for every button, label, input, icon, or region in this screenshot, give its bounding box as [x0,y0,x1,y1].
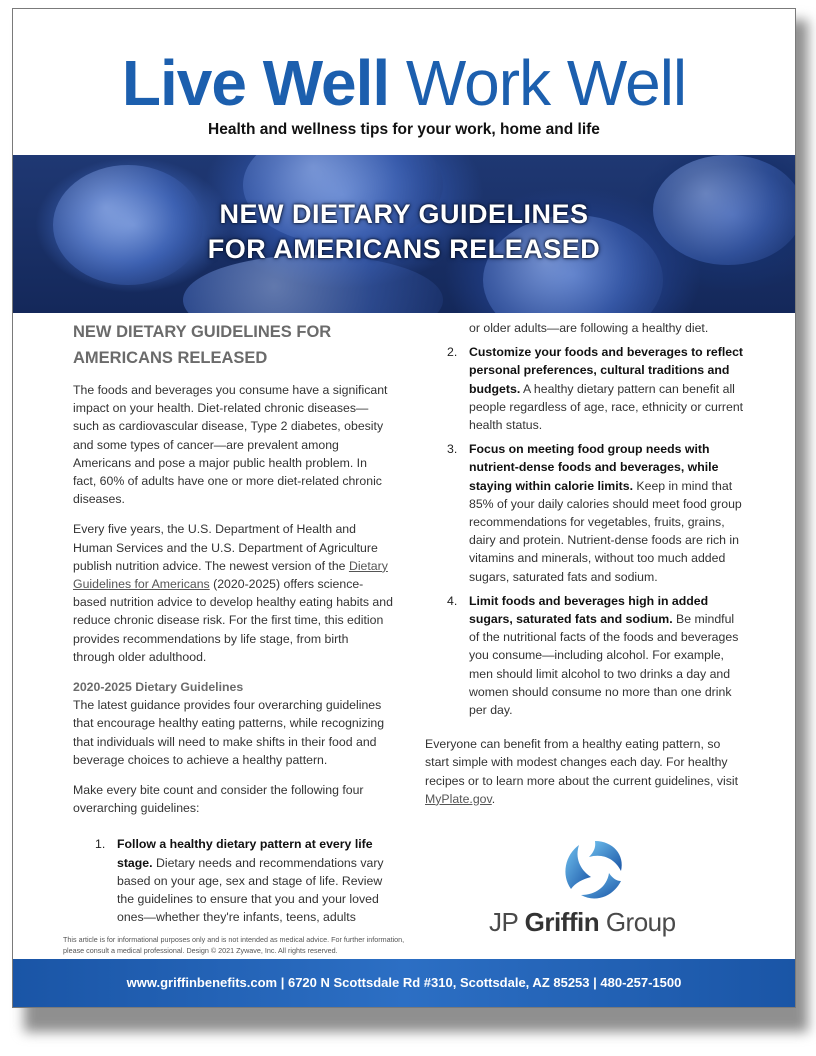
myplate-link[interactable]: MyPlate.gov [425,791,492,806]
article-heading-line2: AMERICANS RELEASED [73,349,268,367]
brand-light: Work Well [389,47,687,119]
list-lead: Focus on meeting food group needs with nutrient-dense foods and beverages, while staying within calorie limits. [469,442,719,493]
list-text: or older adults—are following a healthy diet. [469,321,709,335]
article-heading [73,319,393,371]
guidelines-paragraph [73,520,393,666]
contact-footer: www.griffinbenefits.com | 6720 N Scottsdale Rd #310, Scottsdale, AZ 85253 | 480-257-1500 [13,959,795,1007]
disclaimer-line2: please consult a medical professional. Design © 2021 Zywave, Inc. All rights reserved. [63,945,338,955]
closing-paragraph [425,735,745,808]
list-text: Dietary needs and recommendations vary based on your age, sex and stage of life. Review the guidelines to ensure that you and your loved ones—whether they're infants, teens, adults [117,855,384,925]
list-text: Be mindful of the nutritional facts of the foods and beverages you consume—including alcohol. For example, men should limit alcohol to two drinks a day and women should consume no more than one drink per day. [469,612,739,718]
guidelines-list [73,835,393,926]
swirl-logo-icon [543,835,663,905]
paragraph-text: (2020-2025) offers science-based nutrition advice to develop healthy eating habits and reduce chronic disease risk. For the first time, this edition provides recommendations by life stage, from birth through older adulthood. [73,577,393,664]
list-item [73,835,393,926]
list-lead: Limit foods and beverages high in added sugars, saturated fats and sodium. [469,593,709,627]
banner-title [13,197,795,267]
list-item [425,592,745,719]
article-heading-line1: NEW DIETARY GUIDELINES FOR [73,323,332,341]
bite-count-paragraph: Make every bite count and consider the following four overarching guidelines: [73,783,364,816]
banner-title-line1: NEW DIETARY GUIDELINES [219,199,589,229]
right-column [425,319,745,820]
logo-prefix: JP [489,907,525,937]
guidelines-list-continued [425,319,745,719]
company-logo-text [489,907,729,938]
subheading: 2020-2025 Dietary Guidelines [73,680,244,695]
list-item [425,343,745,434]
disclaimer [63,935,493,956]
list-text: Keep in mind that 85% of your daily calories should meet food group recommendations for vegetables, fruits, grains, dairy and protein. Nutrient-dense foods are rich in vitamins and minerals, without too much added sugars, saturated fats and sodium. [469,478,742,584]
left-column [73,319,393,932]
paragraph-text: . [491,791,496,806]
dietary-guidelines-link[interactable]: Dietary Guidelines for Americans [73,558,388,592]
list-lead: Follow a healthy dietary pattern at every life stage. [117,837,373,870]
document-page [12,8,796,1008]
hero-banner [13,155,795,313]
intro-paragraph: The foods and beverages you consume have a significant impact on your health. Diet-related chronic diseases—such as cardiovascular disease, Type 2 diabetes, obesity and some types of cancer—are prevalent among Americans and pose a major public health problem. In fact, 60% of adults have one or more diet-related chronic diseases. [73,383,388,507]
list-item [425,440,745,586]
paragraph-text: Everyone can benefit from a healthy eating pattern, so start simple with modest changes each day. For healthy recipes or to learn more about the current guidelines, visit [425,737,739,788]
list-number: 3. [447,442,458,457]
list-number: 4. [447,593,458,608]
brand-bold: Live Well [121,47,390,119]
list-item-continuation [425,319,745,337]
list-text: A healthy dietary pattern can benefit all people regardless of age, race, ethnicity or current health status. [469,381,744,433]
banner-title-line2: FOR AMERICANS RELEASED [207,234,601,264]
logo-bold: Griffin [524,907,600,937]
list-number: 2. [447,345,458,360]
list-lead: Customize your foods and beverages to reflect personal preferences, cultural traditions and budgets. [469,345,744,396]
guidance-paragraph: The latest guidance provides four overarching guidelines that encourage healthy eating patterns, while recognizing that individuals will need to make shifts in their food and beverage choices to achieve a healthy pattern. [73,698,385,767]
list-number: 1. [95,837,106,852]
newsletter-title [13,45,795,121]
logo-suffix: Group [599,907,676,937]
tagline: Health and wellness tips for your work, home and life [208,121,600,138]
disclaimer-line1: This article is for informational purposes only and is not intended as medical advice. For further information, [63,935,405,944]
paragraph-text: Every five years, the U.S. Department of Health and Human Services and the U.S. Department of Agriculture publish nutrition advice. The newest version of the [73,522,378,573]
